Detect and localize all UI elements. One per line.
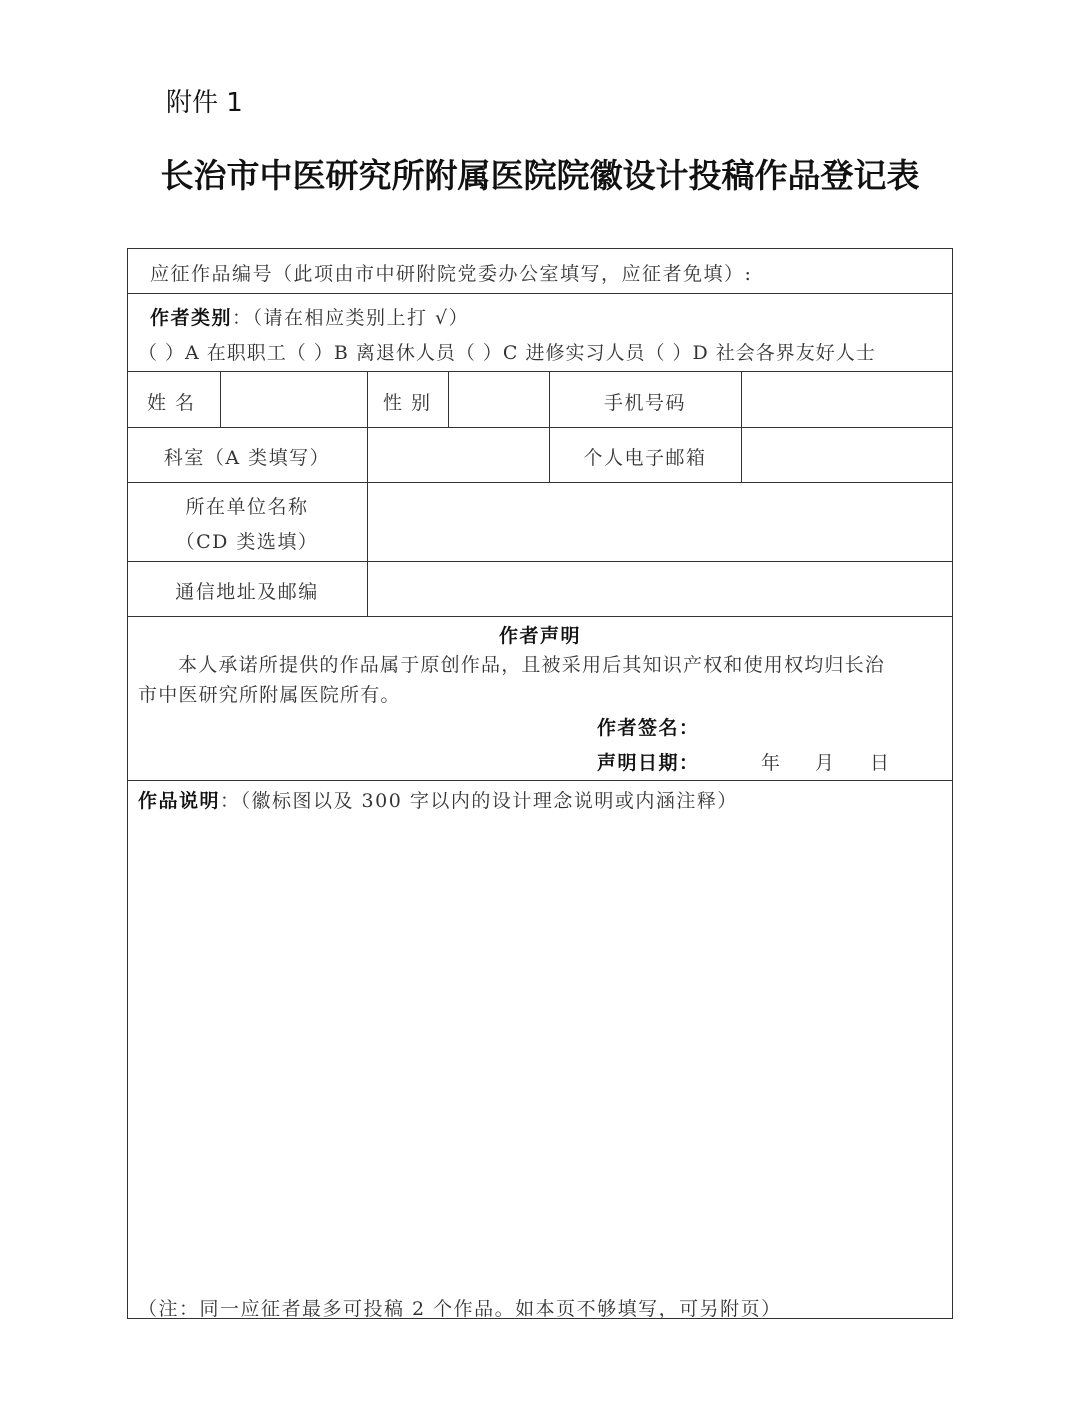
email-label: 个人电子邮箱 (583, 447, 707, 469)
gender-label: 性 别 (383, 392, 432, 414)
row-divider (127, 780, 953, 781)
declaration-heading: 作者声明 (498, 625, 581, 647)
date-year: 年 (761, 752, 782, 774)
date-day: 日 (870, 752, 891, 774)
document-title: 长治市中医研究所附属医院院徽设计投稿作品登记表 (160, 156, 920, 195)
description-heading (138, 786, 738, 813)
entry-number-label: 应征作品编号（此项由市中研附院党委办公室填写，应征者免填）: (150, 263, 753, 285)
declaration-text: 本人承诺所提供的作品属于原创作品，且被采用后其知识产权和使用权均归长治 (178, 654, 886, 676)
footnote: （注：同一应征者最多可投稿 2 个作品。如本页不够填写，可另附页） (138, 1298, 782, 1320)
unit-label: 所在单位名称 (185, 496, 309, 518)
email-input[interactable] (742, 428, 953, 482)
department-label: 科室（A 类填写） (163, 447, 331, 469)
address-label: 通信地址及邮编 (175, 581, 319, 603)
category-options[interactable]: （ ）A 在职职工（ ）B 离退休人员（ ）C 进修实习人员（ ）D 社会各界友好人士 (138, 342, 876, 364)
phone-label: 手机号码 (603, 392, 686, 414)
category-heading (150, 303, 469, 330)
attachment-label: 附件 1 (166, 88, 243, 118)
unit-label-note: （CD 类选填） (175, 531, 319, 553)
address-input[interactable] (368, 562, 953, 616)
gender-input[interactable] (449, 372, 549, 427)
phone-input[interactable] (742, 372, 953, 427)
name-label: 姓 名 (147, 392, 196, 414)
signature-label: 作者签名： (597, 717, 700, 739)
declaration-text: 市中医研究所附属医院所有。 (138, 684, 401, 706)
description-instruction: ：（徽标图以及 300 字以内的设计理念说明或内涵注释） (220, 790, 738, 812)
date-month: 月 (815, 752, 836, 774)
row-divider (127, 616, 953, 617)
unit-input[interactable] (368, 483, 953, 561)
description-input[interactable] (128, 815, 952, 1285)
row-divider (127, 293, 953, 294)
category-instruction: ：（请在相应类别上打 √） (232, 307, 470, 329)
category-label: 作者类别 (150, 307, 233, 329)
department-input[interactable] (368, 428, 549, 482)
declaration-date-label: 声明日期： (597, 752, 700, 774)
name-input[interactable] (221, 372, 367, 427)
description-label: 作品说明 (138, 790, 221, 812)
